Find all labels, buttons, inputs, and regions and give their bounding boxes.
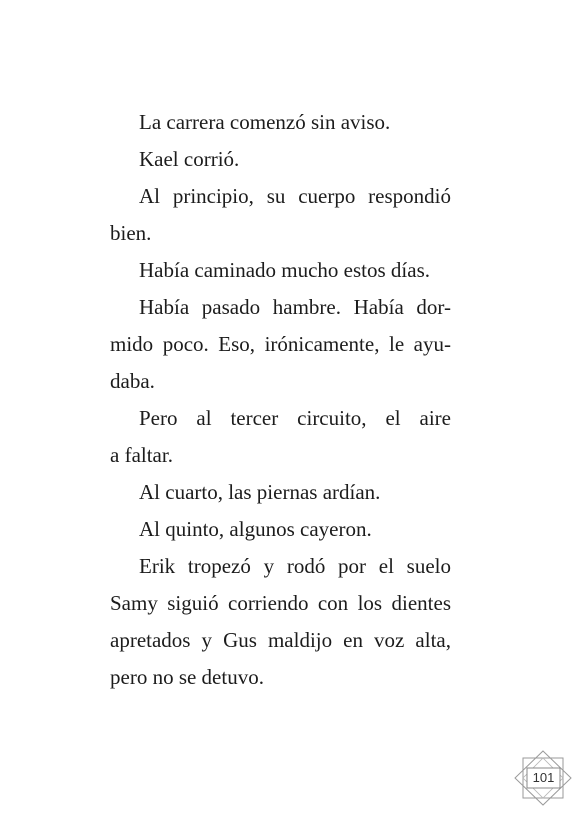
text-line: Erik tropezó y rodó por el suelo: [139, 554, 451, 578]
text-line: Kael corrió.: [139, 147, 240, 171]
text-line: Pero al tercer circuito, el aire: [139, 406, 451, 430]
paragraph: [110, 178, 451, 252]
paragraph: [110, 104, 451, 141]
text-line: pero no se detuvo.: [110, 665, 264, 689]
text-line: Había caminado mucho estos días.: [139, 258, 431, 282]
body-text: [110, 104, 451, 696]
text-line: bien.: [110, 221, 152, 245]
paragraph: [110, 511, 451, 548]
paragraph: [110, 252, 451, 289]
text-line: mido poco. Eso, irónicamente, le ayu-: [110, 332, 451, 356]
paragraph: [110, 474, 451, 511]
paragraph: [110, 289, 451, 400]
text-line: daba.: [110, 369, 155, 393]
text-line: a faltar.: [110, 443, 173, 467]
text-line: apretados y Gus maldijo en voz alta,: [110, 628, 451, 652]
paragraph: [110, 548, 451, 696]
text-line: Samy siguió corriendo con los dientes: [110, 591, 451, 615]
paragraph: [110, 400, 451, 474]
text-line: Al cuarto, las piernas ardían.: [139, 480, 381, 504]
text-line: La carrera comenzó sin aviso.: [139, 110, 391, 134]
text-line: Al principio, su cuerpo respondió: [139, 184, 451, 208]
page-number: 101: [532, 770, 555, 785]
text-line: Había pasado hambre. Había dor-: [139, 295, 451, 319]
text-line: Al quinto, algunos cayeron.: [139, 517, 372, 541]
paragraph: [110, 141, 451, 178]
page-number-ornament: [510, 748, 576, 810]
